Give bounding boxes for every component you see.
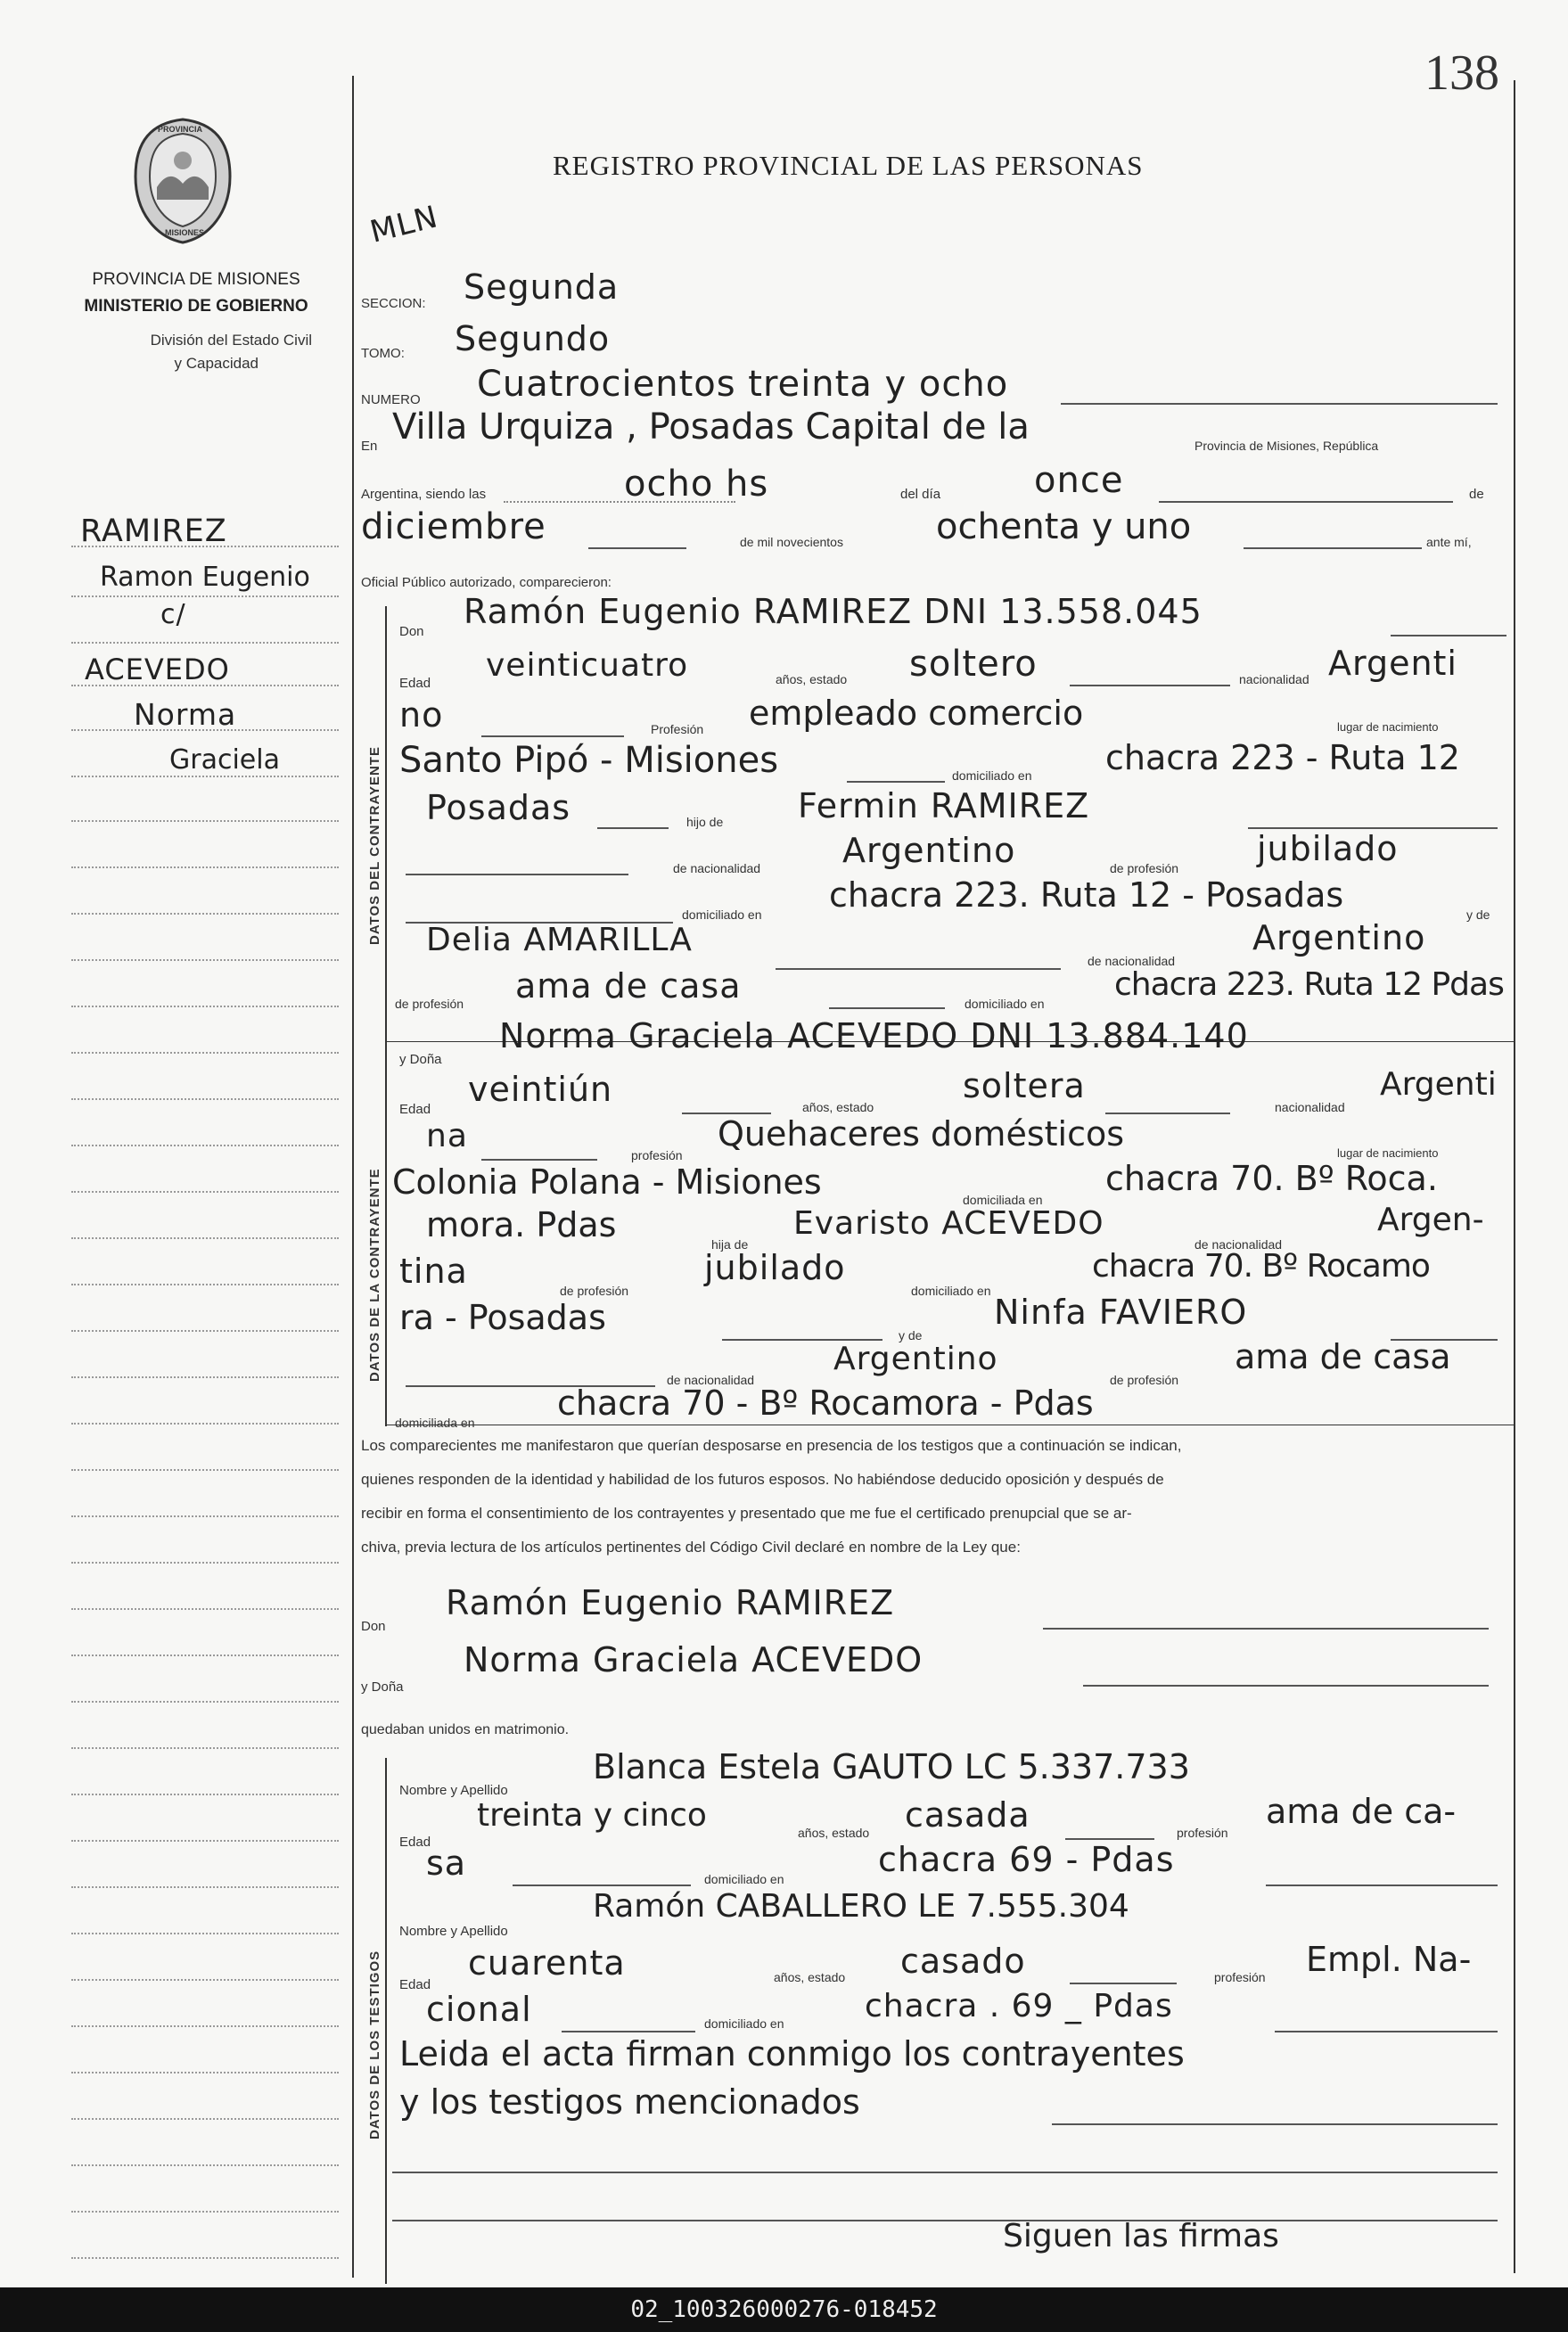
sidebar-rule xyxy=(71,1979,339,1981)
groom-father-dom: chacra 223. Ruta 12 - Posadas xyxy=(829,875,1344,915)
month-value: diciembre xyxy=(361,506,546,547)
groom-mother-prof: ama de casa xyxy=(515,966,742,1006)
groom-birthplace: Santo Pipó - Misiones xyxy=(399,740,779,781)
declaration-line-2: quienes responden de la identidad y habilidad de los futuros esposos. No habiéndose deducido oposición y después de xyxy=(361,1471,1164,1488)
declaration-line-3: recibir en forma el consentimiento de los contrayentes y presentado que me fue el certificado prenupcial que se ar- xyxy=(361,1505,1132,1522)
oficial-label: Oficial Público autorizado, comparecieron: xyxy=(361,575,612,590)
w2-dom-rule xyxy=(1275,2031,1498,2032)
province-name: PROVINCIA DE MISIONES xyxy=(92,270,300,289)
registrar-initials: MLN xyxy=(366,199,442,250)
groom-name: Ramón Eugenio RAMIREZ DNI 13.558.045 xyxy=(464,592,1203,631)
bride-prof-label: profesión xyxy=(631,1148,683,1162)
bride-edad-label: Edad xyxy=(399,1102,431,1117)
groom-hijo-label: hijo de xyxy=(686,815,724,829)
closing-line-1: Leida el acta firman conmigo los contrayentes xyxy=(399,2034,1185,2073)
w2-name: Ramón CABALLERO LE 7.555.304 xyxy=(593,1888,1129,1925)
sidebar-rule xyxy=(71,1423,339,1425)
groom-estado-rule xyxy=(1070,685,1230,686)
division-line1: División del Estado Civil xyxy=(150,332,312,349)
bride-estado: soltera xyxy=(963,1066,1086,1105)
de-label: de xyxy=(1469,487,1484,502)
w1-anos-label: años, estado xyxy=(798,1826,870,1840)
bride-father: Evaristo ACEVEDO xyxy=(793,1205,1104,1242)
bride-mother-nac-label: de nacionalidad xyxy=(667,1373,755,1387)
w1-dom-rule xyxy=(1266,1884,1498,1886)
groom-nac-label: nacionalidad xyxy=(1239,672,1309,686)
margin-surname-bride: ACEVEDO xyxy=(85,653,230,686)
sidebar-rule xyxy=(71,820,339,822)
day-value: once xyxy=(1034,460,1124,501)
sidebar-rule xyxy=(71,1886,339,1888)
margin-name-bride: Norma xyxy=(134,697,237,732)
sidebar-rule xyxy=(71,1747,339,1749)
declaration-don-label: Don xyxy=(361,1619,386,1634)
groom-mother-nac-label: de nacionalidad xyxy=(1088,954,1176,968)
groom-domicilio-a: chacra 223 - Ruta 12 xyxy=(1105,738,1460,777)
bride-mother-dom: chacra 70 - Bº Rocamora - Pdas xyxy=(557,1384,1094,1423)
margin-name-groom: Ramon Eugenio xyxy=(100,562,310,593)
sidebar-rule xyxy=(71,1608,339,1610)
groom-mother-dom-label: domiciliado en xyxy=(965,997,1045,1011)
groom-nac-a: Argenti xyxy=(1328,644,1457,683)
groom-don-label: Don xyxy=(399,624,424,639)
groom-father-prof-label: de profesión xyxy=(1110,861,1179,875)
groom-age: veinticuatro xyxy=(486,647,689,684)
bride-profesion: Quehaceres domésticos xyxy=(718,1114,1125,1154)
bride-mother-prof: ama de casa xyxy=(1235,1337,1451,1376)
sidebar-rule xyxy=(71,2211,339,2213)
main-vertical-rule xyxy=(352,76,354,2278)
sidebar-rule xyxy=(71,642,339,644)
margin-name-bride-2: Graciela xyxy=(169,744,280,776)
ante-label: ante mí, xyxy=(1426,535,1472,549)
bride-father-nac-label: de nacionalidad xyxy=(1194,1237,1283,1252)
groom-section-rule xyxy=(385,606,387,1043)
witness-section-rule xyxy=(385,1758,387,2284)
groom-father: Fermin RAMIREZ xyxy=(798,786,1090,825)
sidebar-rule xyxy=(71,1701,339,1703)
bride-father-dom-a: chacra 70. Bº Rocamo xyxy=(1092,1248,1430,1285)
bride-father-nac-b: tina xyxy=(399,1252,468,1291)
footer-code: 02_100326000276-018452 xyxy=(0,2287,1568,2332)
declaration-bride-rule xyxy=(1083,1685,1489,1687)
bride-dom-label: domiciliada en xyxy=(963,1193,1043,1207)
groom-nac-b: no xyxy=(399,695,444,735)
groom-mother-dom: chacra 223. Ruta 12 Pdas xyxy=(1114,966,1504,1003)
sidebar-rule xyxy=(71,2025,339,2027)
declaration-groom-name: Ramón Eugenio RAMIREZ xyxy=(446,1583,895,1622)
sidebar-rule xyxy=(71,959,339,961)
w1-name: Blanca Estela GAUTO LC 5.337.733 xyxy=(593,1747,1190,1786)
year-label: de mil novecientos xyxy=(740,535,843,549)
bride-father-prof-label: de profesión xyxy=(560,1284,629,1298)
sidebar-rule xyxy=(71,1469,339,1471)
sidebar-rule xyxy=(71,729,339,731)
place-value: Villa Urquiza , Posadas Capital de la xyxy=(392,406,1030,448)
bride-birthplace: Colonia Polana - Misiones xyxy=(392,1162,822,1202)
bride-dona-label: y Doña xyxy=(399,1052,442,1067)
groom-mother-rule xyxy=(776,968,1061,970)
seccion-label: SECCION: xyxy=(361,296,426,311)
bride-age: veintiún xyxy=(468,1070,613,1109)
w1-prof-b: sa xyxy=(426,1843,467,1883)
w2-prof-b-rule xyxy=(562,2031,695,2032)
w2-nombre-label: Nombre y Apellido xyxy=(399,1924,508,1939)
sidebar-rule xyxy=(71,1376,339,1378)
right-vertical-rule xyxy=(1514,80,1515,2273)
groom-father-nac-rule xyxy=(406,874,628,875)
sidebar-rule xyxy=(71,776,339,777)
del-dia-label: del día xyxy=(900,487,941,502)
groom-name-rule xyxy=(1391,635,1506,636)
numero-value: Cuatrocientos treinta y ocho xyxy=(477,364,1009,405)
tomo-value: Segundo xyxy=(455,319,611,358)
groom-dom-label: domiciliado en xyxy=(952,768,1032,783)
declaration-dona-label: y Doña xyxy=(361,1679,404,1695)
closing-rule-3 xyxy=(392,2172,1498,2173)
bride-domicilio-a: chacra 70. Bº Roca. xyxy=(1105,1159,1438,1198)
bride-father-prof: jubilado xyxy=(704,1248,846,1287)
bride-mother-prof-label: de profesión xyxy=(1110,1373,1179,1387)
groom-anos-label: años, estado xyxy=(776,672,848,686)
w2-dom-label: domiciliado en xyxy=(704,2016,784,2031)
sidebar-rule xyxy=(71,1237,339,1239)
sidebar-rule xyxy=(71,595,339,597)
declaration-line-1: Los comparecientes me manifestaron que querían desposarse en presencia de los testigos que a continuación se indican, xyxy=(361,1437,1182,1454)
bride-nac-b: na xyxy=(426,1118,468,1154)
en-label: En xyxy=(361,439,378,454)
hour-value: ocho hs xyxy=(624,464,769,505)
w2-estado-rule xyxy=(1070,1983,1177,1984)
groom-profesion: empleado comercio xyxy=(749,694,1084,733)
groom-estado: soltero xyxy=(909,644,1038,685)
page-number: 138 xyxy=(1424,45,1499,101)
bride-nac-label: nacionalidad xyxy=(1275,1100,1345,1114)
w2-prof-a: Empl. Na- xyxy=(1306,1940,1472,1979)
groom-mother-prof-rule xyxy=(829,1007,945,1009)
seccion-value: Segunda xyxy=(464,267,620,307)
w1-dom-label: domiciliado en xyxy=(704,1872,784,1886)
closing-line-2: y los testigos mencionados xyxy=(399,2082,860,2122)
ministry-name: MINISTERIO DE GOBIERNO xyxy=(84,297,308,316)
declaration-unidos: quedaban unidos en matrimonio. xyxy=(361,1722,570,1737)
closing-rule-2 xyxy=(1052,2123,1498,2125)
w2-prof-label: profesión xyxy=(1214,1970,1266,1984)
w2-estado: casado xyxy=(900,1942,1026,1981)
closing-rule-4 xyxy=(392,2220,1498,2221)
sidebar-rule xyxy=(71,1655,339,1656)
groom-father-nac: Argentino xyxy=(842,831,1016,870)
sidebar-rule xyxy=(71,913,339,915)
province-text: Provincia de Misiones, República xyxy=(1194,439,1379,453)
sidebar-rule xyxy=(71,2257,339,2259)
bride-mother-dom-label: domiciliada en xyxy=(395,1416,475,1430)
year-value: ochenta y uno xyxy=(936,506,1192,547)
groom-section-label: DATOS DEL CONTRAYENTE xyxy=(367,746,382,945)
sidebar-rule xyxy=(71,1562,339,1564)
groom-birthplace-rule xyxy=(847,781,945,783)
bride-mother: Ninfa FAVIERO xyxy=(994,1293,1248,1332)
bride-hija-label: hija de xyxy=(711,1237,749,1252)
w2-anos-label: años, estado xyxy=(774,1970,846,1984)
sidebar-rule xyxy=(71,1330,339,1332)
bride-anos-label: años, estado xyxy=(802,1100,874,1114)
groom-father-nac-label: de nacionalidad xyxy=(673,861,761,875)
groom-mother-prof-label: de profesión xyxy=(395,997,464,1011)
bride-father-dom-b: ra - Posadas xyxy=(399,1298,606,1337)
w1-age: treinta y cinco xyxy=(477,1797,707,1834)
sidebar-rule xyxy=(71,2118,339,2120)
bride-name: Norma Graciela ACEVEDO DNI 13.884.140 xyxy=(499,1016,1249,1055)
margin-surname-groom: RAMIREZ xyxy=(80,513,227,549)
witness-section-label: DATOS DE LOS TESTIGOS xyxy=(367,1950,382,2139)
bride-lugar-label: lugar de nacimiento xyxy=(1337,1146,1439,1160)
groom-nac-b-rule xyxy=(481,735,624,737)
bride-nac-b-rule xyxy=(481,1159,597,1161)
bride-father-dom-label: domiciliado en xyxy=(911,1284,991,1298)
sidebar-rule xyxy=(71,685,339,686)
groom-domicilio-b: Posadas xyxy=(426,788,571,827)
sidebar-rule xyxy=(71,1840,339,1842)
w1-nombre-label: Nombre y Apellido xyxy=(399,1783,508,1798)
sidebar-rule xyxy=(71,1145,339,1146)
groom-edad-label: Edad xyxy=(399,676,431,691)
day-rule xyxy=(1159,501,1453,503)
bride-y-de-label: y de xyxy=(899,1328,923,1343)
w1-estado: casada xyxy=(905,1795,1030,1835)
bride-section-rule xyxy=(385,1043,387,1426)
groom-mother: Delia AMARILLA xyxy=(426,922,693,958)
registry-title: REGISTRO PROVINCIAL DE LAS PERSONAS xyxy=(553,150,1144,181)
declaration-bride-name: Norma Graciela ACEVEDO xyxy=(464,1640,924,1679)
sidebar-rule xyxy=(71,1515,339,1517)
numero-label: NUMERO xyxy=(361,392,421,407)
declaration-line-4: chiva, previa lectura de los artículos pertinentes del Código Civil declaré en nombre de la Ley que: xyxy=(361,1539,1021,1556)
groom-mother-nac: Argentino xyxy=(1252,918,1426,957)
groom-father-prof: jubilado xyxy=(1257,829,1399,868)
sidebar-rule xyxy=(71,1933,339,1934)
sidebar-rule xyxy=(71,1052,339,1054)
sidebar-rule xyxy=(71,2164,339,2166)
month-rule xyxy=(588,547,686,549)
argentina-label: Argentina, siendo las xyxy=(361,487,487,502)
groom-y-de-label: y de xyxy=(1466,907,1490,922)
bride-section-label: DATOS DE LA CONTRAYENTE xyxy=(367,1168,382,1382)
sidebar-rule xyxy=(71,1191,339,1193)
sidebar-rule xyxy=(71,1284,339,1285)
margin-conjunction: c/ xyxy=(160,599,186,630)
groom-father-dom-label: domiciliado en xyxy=(682,907,762,922)
bride-nac-a: Argenti xyxy=(1380,1066,1497,1103)
bride-mother-nac: Argentino xyxy=(833,1341,998,1377)
groom-domicilio-b-rule xyxy=(597,827,669,829)
w2-dom: chacra . 69 _ Pdas xyxy=(865,1988,1173,2024)
year-rule xyxy=(1244,547,1422,549)
division-line2: y Capacidad xyxy=(174,355,259,372)
w2-age: cuarenta xyxy=(468,1943,626,1983)
sidebar-rule xyxy=(71,2072,339,2073)
w1-dom: chacra 69 - Pdas xyxy=(878,1840,1175,1879)
tomo-label: TOMO: xyxy=(361,346,405,361)
sidebar-rule xyxy=(71,1794,339,1795)
siguen-firmas: Siguen las firmas xyxy=(1003,2218,1279,2254)
sidebar-rule xyxy=(71,1098,339,1100)
numero-rule xyxy=(1061,403,1498,405)
bride-father-nac-a: Argen- xyxy=(1377,1202,1484,1238)
bride-domicilio-b: mora. Pdas xyxy=(426,1205,617,1244)
w2-edad-label: Edad xyxy=(399,1977,431,1992)
groom-lugar-label: lugar de nacimiento xyxy=(1337,720,1439,734)
groom-prof-label: Profesión xyxy=(651,722,704,736)
sidebar-rule xyxy=(71,866,339,868)
seal-bottom-text: MISIONES xyxy=(165,228,205,237)
sidebar-rule xyxy=(71,546,339,547)
w1-prof-b-rule xyxy=(513,1884,691,1886)
w1-prof-a: ama de ca- xyxy=(1266,1792,1457,1831)
w1-edad-label: Edad xyxy=(399,1835,431,1850)
declaration-groom-rule xyxy=(1043,1628,1489,1630)
w1-prof-label: profesión xyxy=(1177,1826,1228,1840)
sidebar-rule xyxy=(71,1006,339,1007)
seal-top-text: PROVINCIA xyxy=(158,125,203,134)
w2-prof-b: cional xyxy=(426,1990,532,2029)
